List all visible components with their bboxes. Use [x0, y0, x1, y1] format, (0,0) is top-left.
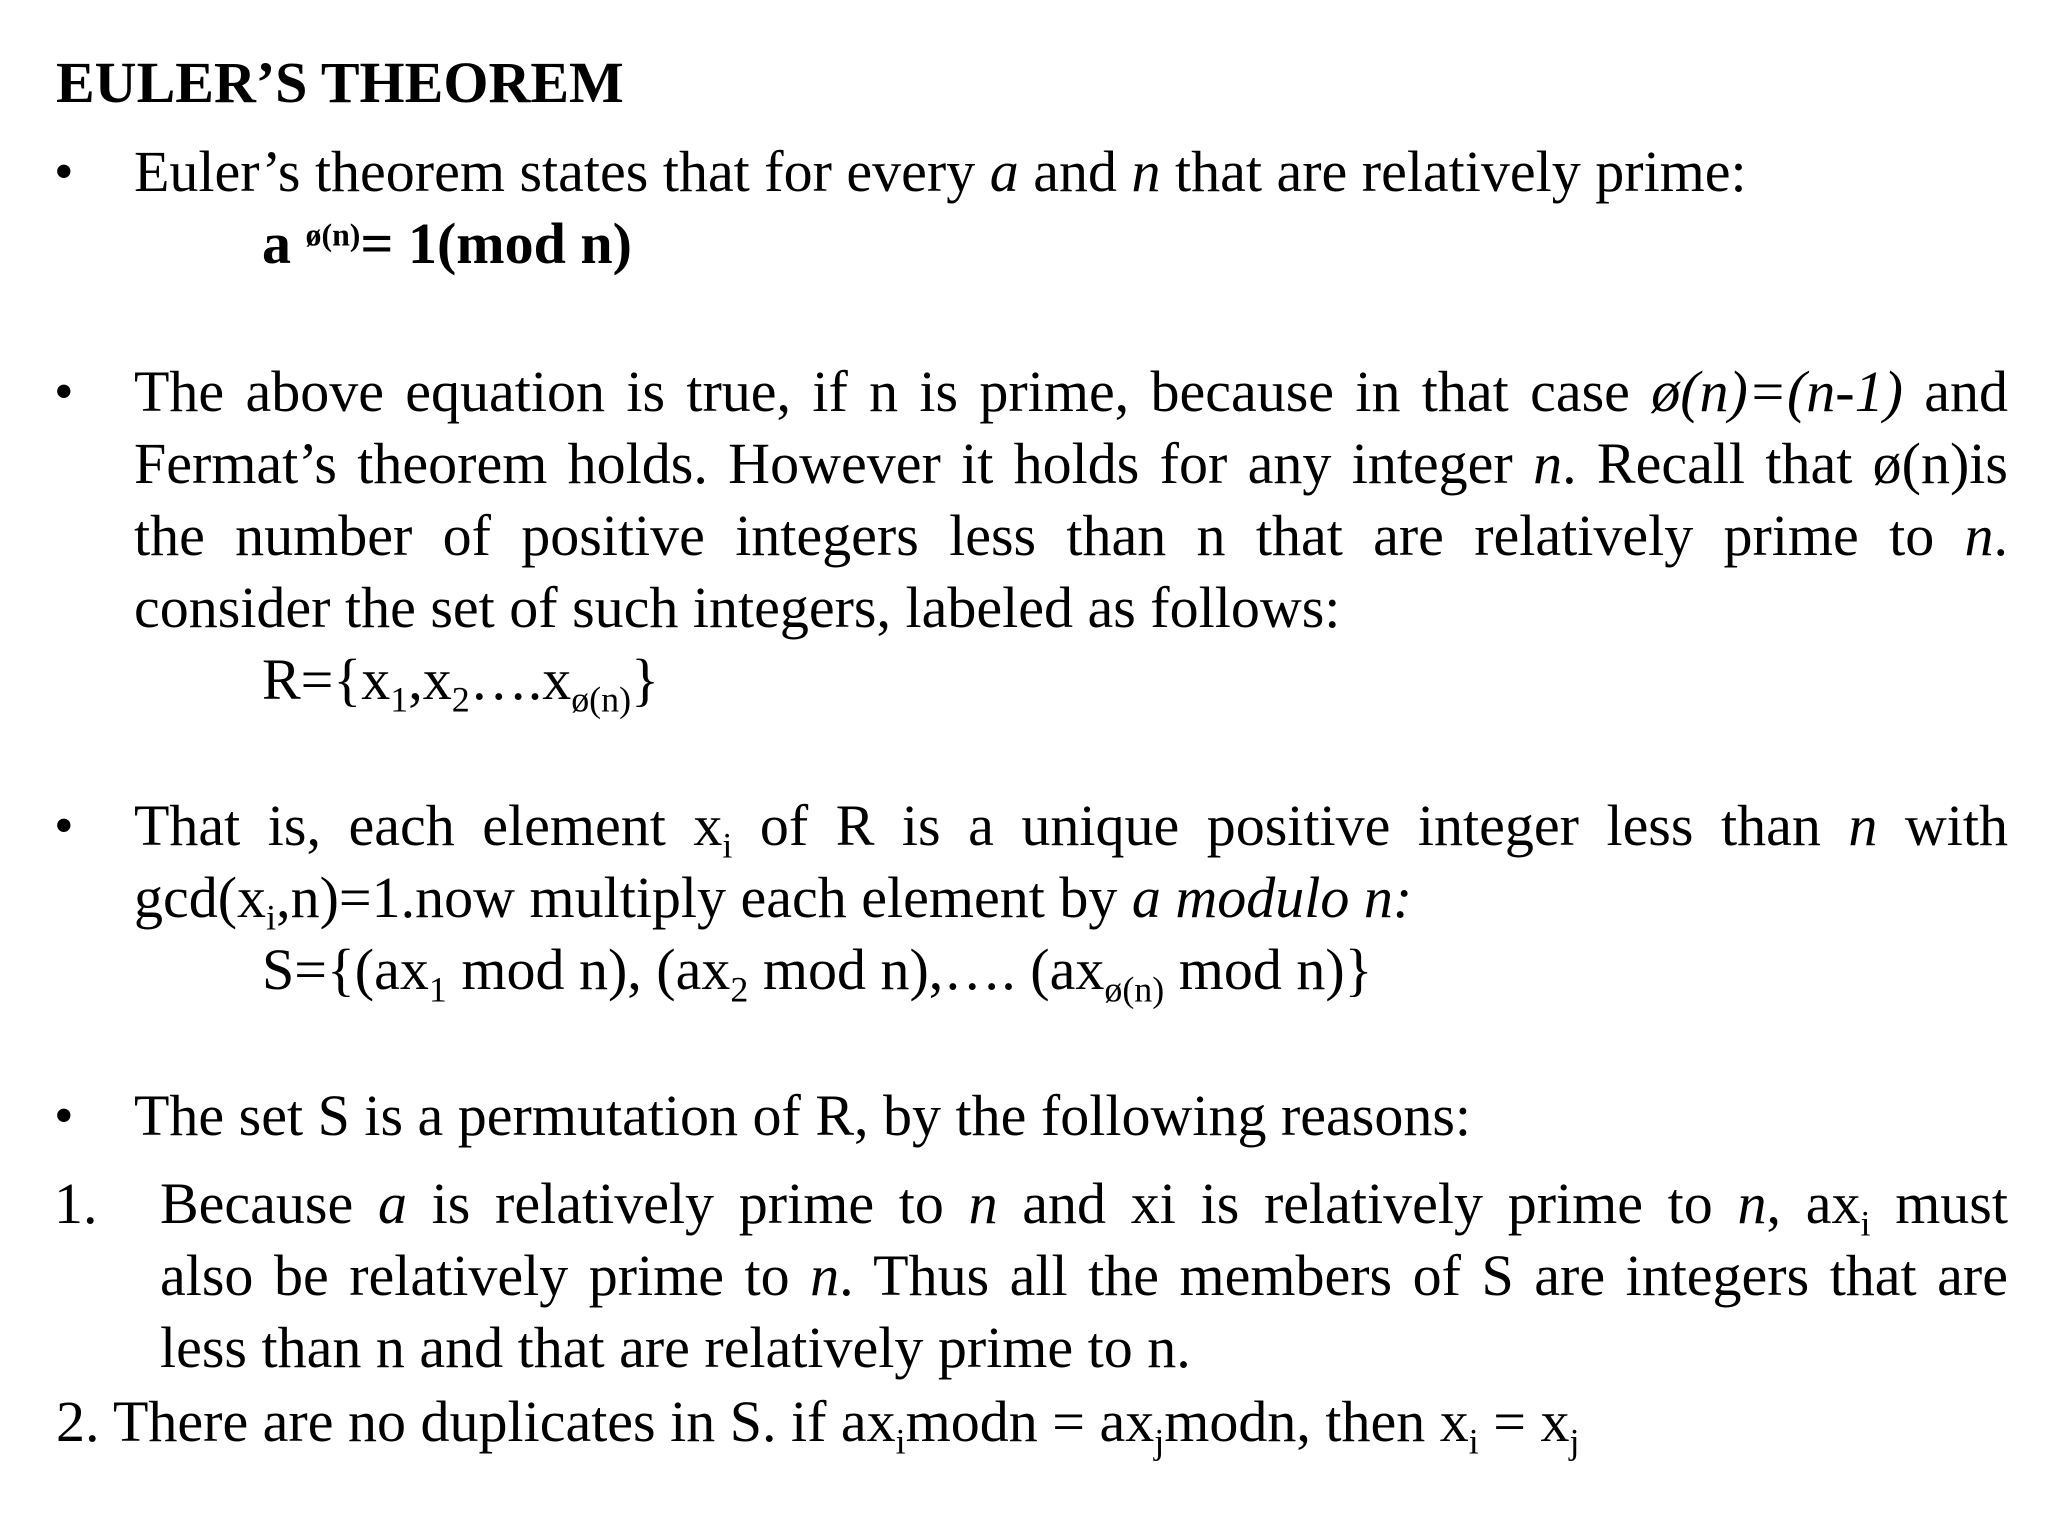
- bullet-icon: •: [54, 1085, 74, 1147]
- text-run: of R is a unique positive integer less than: [732, 793, 1849, 858]
- text-run: gcd(x: [134, 865, 267, 930]
- text-run: also be relatively prime to: [160, 1243, 811, 1308]
- text-run: S={(ax: [262, 937, 429, 1002]
- text-run: . Thus all the members of S are integers that are: [839, 1243, 2008, 1308]
- text-run: Fermat’s theorem holds. However it holds for any integer: [134, 431, 1534, 496]
- math-italic: n: [1848, 793, 1878, 858]
- subscript: i: [1860, 1203, 1871, 1244]
- var-n: n: [810, 1243, 840, 1308]
- text-run: and: [1018, 139, 1132, 204]
- reason-two: [56, 1386, 1580, 1462]
- text-run: mod n)}: [1164, 937, 1373, 1002]
- subscript: i: [895, 1421, 906, 1462]
- text-line: [160, 1240, 2008, 1312]
- formula-euler: [262, 208, 632, 280]
- var-n: n: [1131, 139, 1161, 204]
- subscript: ø(n): [1104, 969, 1165, 1010]
- text-run: ,n)=1.now multiply each element by: [276, 865, 1132, 930]
- text-run: .: [1993, 503, 2008, 568]
- var-n: n: [1737, 1171, 1767, 1236]
- math-italic: a modulo n:: [1131, 865, 1413, 930]
- reason-one: [160, 1168, 2008, 1384]
- text-run: That is, each element x: [134, 793, 723, 858]
- text-run: must: [1870, 1171, 2008, 1236]
- text-run: 2. There are no duplicates in S. if ax: [56, 1389, 896, 1454]
- text-line: [134, 356, 2008, 428]
- text-line: [160, 1168, 2008, 1244]
- paragraph-totient-explanation: [134, 356, 2008, 644]
- text-run: is relatively prime to: [406, 1171, 969, 1236]
- text-run: modn = ax: [905, 1389, 1155, 1454]
- bullet-icon: •: [54, 361, 74, 423]
- formula-set-s: [262, 934, 1373, 1010]
- text-run: , ax: [1766, 1171, 1861, 1236]
- text-line: The set S is a permutation of R, by the following reasons:: [134, 1083, 1472, 1148]
- paragraph-set-elements: [134, 790, 2008, 938]
- text-line: [134, 862, 2008, 938]
- subscript: i: [1468, 1421, 1479, 1462]
- text-run: mod n), (ax: [446, 937, 731, 1002]
- text-run: R={x: [262, 647, 391, 712]
- text-run: mod n),…. (ax: [748, 937, 1105, 1002]
- text-run: }: [631, 647, 659, 712]
- text-run: The above equation is true, if n is prime, because in that case: [134, 359, 1652, 424]
- text-line: less than n and that are relatively prime to n.: [160, 1315, 1191, 1380]
- text-run: and: [1902, 359, 2009, 424]
- text-run: ,x: [408, 647, 452, 712]
- formula-base: a: [262, 211, 306, 276]
- subscript: 2: [730, 969, 749, 1010]
- text-run: that are relatively prime:: [1160, 139, 1747, 204]
- subscript: i: [722, 825, 733, 866]
- text-line: [134, 428, 2008, 500]
- formula-exponent: ø(n): [305, 217, 361, 253]
- text-run: Because: [160, 1171, 378, 1236]
- subscript: ø(n): [571, 679, 632, 720]
- text-run: Euler’s theorem states that for every: [134, 139, 990, 204]
- math-italic: ø(n)=(n-1): [1651, 359, 1903, 424]
- var-n: n: [968, 1171, 998, 1236]
- text-line: [134, 500, 2008, 572]
- var-a: a: [989, 139, 1019, 204]
- text-run: the number of positive integers less than n that are relatively prime to: [134, 503, 1965, 568]
- subscript: j: [1154, 1421, 1165, 1462]
- list-number: 1.: [54, 1171, 98, 1236]
- subscript: i: [266, 897, 277, 938]
- text-line: consider the set of such integers, labeled as follows:: [134, 575, 1341, 640]
- formula-set-r: [262, 644, 659, 720]
- math-italic: n: [1533, 431, 1563, 496]
- math-italic: n: [1964, 503, 1994, 568]
- text-line: [134, 136, 2008, 208]
- bullet-icon: •: [54, 795, 74, 857]
- text-run: with: [1877, 793, 2008, 858]
- text-line: [134, 790, 2008, 866]
- text-run: . Recall that ø(n)is: [1562, 431, 2008, 496]
- subscript: j: [1569, 1421, 1580, 1462]
- paragraph-permutation: [134, 1080, 2008, 1152]
- text-run: ….x: [469, 647, 572, 712]
- subscript: 1: [390, 679, 409, 720]
- bullet-icon: •: [54, 141, 74, 203]
- var-a: a: [377, 1171, 407, 1236]
- paragraph-euler-statement: [134, 136, 2008, 208]
- formula-rest: = 1(mod n): [360, 211, 632, 276]
- text-run: modn, then x: [1164, 1389, 1469, 1454]
- text-run: = x: [1478, 1389, 1570, 1454]
- text-run: and xi is relatively prime to: [997, 1171, 1738, 1236]
- subscript: 2: [451, 679, 470, 720]
- subscript: 1: [428, 969, 447, 1010]
- page-title: EULER’S THEOREM: [56, 50, 624, 115]
